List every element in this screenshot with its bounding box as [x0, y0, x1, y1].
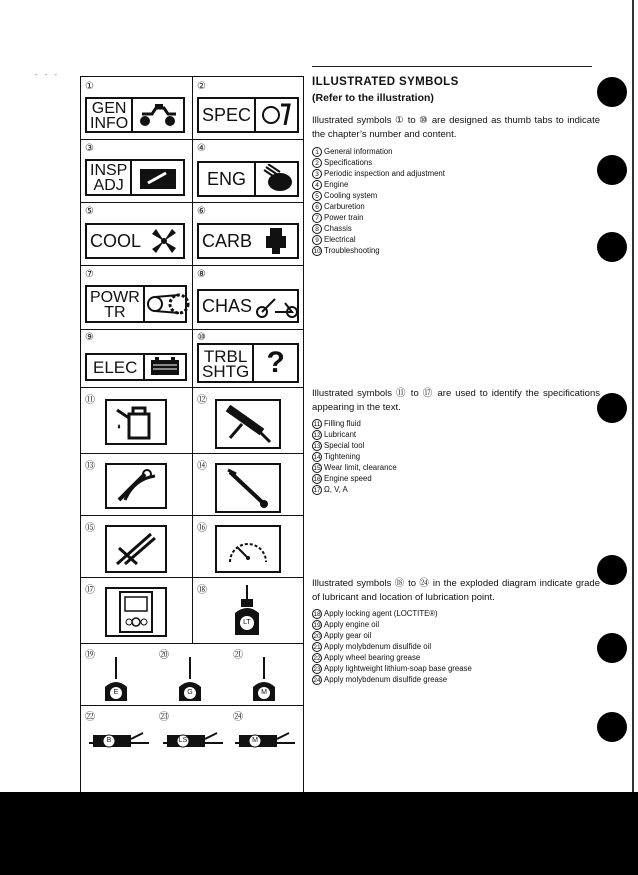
tab-label: ELEC: [87, 355, 145, 379]
thumb-tab-cool: [85, 223, 185, 259]
caliper-icon: [105, 525, 167, 573]
symbol-grid: [80, 76, 304, 804]
grease-letter: LS: [178, 737, 188, 744]
list-item: 15 Wear limit, clearance: [313, 463, 397, 472]
symbol-number: ⑱: [197, 585, 207, 596]
gear-chain-icon: [145, 287, 191, 321]
tab-label: POWR TR: [87, 287, 145, 321]
battery-icon: [145, 355, 185, 379]
symbol-number: ④: [197, 143, 206, 154]
carburetor-icon: [255, 225, 297, 257]
list-item: 13 Special tool: [313, 441, 365, 450]
binder-hole: [597, 232, 627, 262]
torque-wrench-icon: [215, 463, 281, 513]
engine-oil-bottle-icon: [101, 657, 131, 703]
lithium-grease-gun-icon: [161, 729, 225, 751]
lube-symbol-list: [312, 608, 600, 685]
symbol-number: ⑧: [197, 269, 206, 280]
spec-intro-paragraph: Illustrated symbols ⑪ to ⑰ are used to identify the specifications appearing in the text.: [312, 388, 600, 413]
symbol-number: ⑫: [197, 395, 207, 406]
specification-symbols-section: [312, 387, 600, 495]
filling-fluid-icon: [105, 399, 167, 445]
wheel-bearing-grease-gun-icon: [87, 729, 151, 751]
lubrication-symbols-section: [312, 577, 600, 685]
symbol-number: ①: [85, 81, 94, 92]
symbol-number: ③: [85, 143, 94, 154]
list-item: 11 Filling fluid: [313, 419, 361, 428]
list-item: 6 Carburetion: [312, 201, 600, 212]
list-item: 16 Engine speed: [313, 474, 372, 483]
binder-hole: [597, 155, 627, 185]
bottle-letter: LT: [243, 619, 251, 626]
list-item: 19 Apply engine oil: [313, 620, 380, 629]
tachometer-icon: [215, 525, 281, 573]
scan-bottom-shadow: [0, 792, 638, 875]
symbol-number: ㉓: [159, 712, 169, 723]
list-item: 1 General information: [312, 146, 600, 157]
thumb-tab-chas: [197, 289, 299, 323]
thumb-tab-insp-adj: [85, 159, 185, 196]
list-item: 9 Electrical: [312, 234, 600, 245]
page-title: ILLUSTRATED SYMBOLS: [312, 76, 459, 88]
list-item: 20 Apply gear oil: [313, 631, 372, 640]
binder-hole: [597, 712, 627, 742]
list-item: 2 Specifications: [312, 157, 600, 168]
tab-label: CARB: [202, 231, 253, 251]
tab-label: ENG: [199, 163, 256, 195]
thumb-tab-carb: [197, 223, 299, 259]
illustrated-symbols-section: [312, 76, 600, 256]
list-item: 4 Engine: [312, 179, 600, 190]
fan-icon: [144, 225, 183, 257]
list-item: 14 Tightening: [313, 452, 361, 461]
locking-agent-bottle-icon: [227, 583, 267, 639]
symbol-number: ⑥: [197, 206, 206, 217]
intro-paragraph: Illustrated symbols ① to ⑩ are designed as thumb tabs to indicate the chapter’s number and content.: [312, 115, 600, 140]
symbol-number: ⑤: [85, 206, 94, 217]
lube-intro-paragraph: Illustrated symbols ⑱ to ㉔ in the exploded diagram indicate grade of lubricant and location of lubrication point.: [312, 578, 600, 603]
thumb-tab-eng: [197, 161, 299, 197]
symbol-number: ⑪: [85, 395, 95, 406]
grease-letter: B: [106, 737, 112, 744]
inspection-tool-icon: [132, 161, 183, 194]
symbol-number: ⑮: [85, 523, 95, 534]
symbol-number: ⑲: [85, 650, 95, 661]
symbol-number: ㉒: [85, 712, 95, 723]
page-subtitle: (Refer to the illustration): [312, 92, 434, 104]
list-item: 10 Troubleshooting: [313, 246, 380, 255]
bottle-letter: E: [113, 689, 119, 696]
list-item: 21 Apply molybdenum disulfide oil: [313, 642, 432, 651]
symbol-number: ⑰: [85, 585, 95, 596]
list-item: 23 Apply lightweight lithium-soap base grease: [313, 664, 472, 673]
symbol-number: ㉑: [233, 650, 243, 661]
list-item: 18 Apply locking agent (LOCTITE®): [313, 609, 438, 618]
binder-hole: [597, 393, 627, 423]
symbol-number: ⑦: [85, 269, 94, 280]
thumb-tab-spec: [197, 97, 299, 133]
list-item: 22 Apply wheel bearing grease: [313, 653, 421, 662]
list-item: 5 Cooling system: [312, 190, 600, 201]
thumb-tab-powr-tr: [85, 285, 187, 323]
engine-icon: [256, 163, 297, 195]
thumb-tab-elec: [85, 353, 187, 381]
thumb-tab-gen-info: [85, 97, 185, 133]
tab-label: TRBL SHTG: [199, 345, 254, 381]
symbol-number: ⑩: [197, 332, 206, 343]
list-item: 24 Apply molybdenum disulfide grease: [313, 675, 448, 684]
lubricant-icon: [215, 399, 281, 449]
symbol-number: ⑭: [197, 461, 207, 472]
thumb-tab-trbl-shtg: [197, 343, 299, 383]
list-item: 7 Power train: [312, 212, 600, 223]
symbol-number: ⑬: [85, 461, 95, 472]
bottle-letter: M: [261, 689, 267, 696]
molybdenum-grease-gun-icon: [233, 729, 297, 751]
binder-hole: [597, 555, 627, 585]
tab-label: INSP ADJ: [87, 161, 132, 194]
tab-label: SPEC: [199, 99, 256, 131]
special-tool-icon: [105, 463, 167, 509]
symbol-number: ②: [197, 81, 206, 92]
page-edge-line: [632, 0, 634, 792]
tab-label: CHAS: [202, 296, 253, 316]
spec-symbol-list: [312, 418, 600, 495]
list-item: 3 Periodic inspection and adjustment: [312, 168, 600, 179]
tab-label: GEN INFO: [87, 99, 133, 131]
molybdenum-oil-bottle-icon: [249, 657, 279, 703]
symbol-number: ⑨: [85, 332, 94, 343]
list-item: 12 Lubricant: [313, 430, 357, 439]
corner-dash-mark: - - -: [34, 70, 59, 79]
question-mark-icon: ?: [266, 346, 285, 379]
list-item: 17 Ω, V, A: [313, 485, 348, 494]
bottle-letter: G: [187, 689, 193, 696]
list-item: 8 Chassis: [312, 223, 600, 234]
binder-hole: [597, 633, 627, 663]
symbol-number: ㉔: [233, 712, 243, 723]
chassis-icon: [255, 291, 299, 321]
grease-letter: M: [252, 737, 258, 744]
caliper-wrench-icon: [256, 99, 297, 131]
symbol-number: ⑳: [159, 650, 169, 661]
gear-oil-bottle-icon: [175, 657, 205, 703]
atv-icon: [133, 99, 183, 131]
tab-label: COOL: [90, 231, 142, 251]
multimeter-icon: [105, 587, 167, 637]
binder-hole: [597, 77, 627, 107]
chapter-symbol-list: [312, 146, 600, 256]
symbol-number: ⑯: [197, 523, 207, 534]
header-rule: [312, 66, 592, 67]
